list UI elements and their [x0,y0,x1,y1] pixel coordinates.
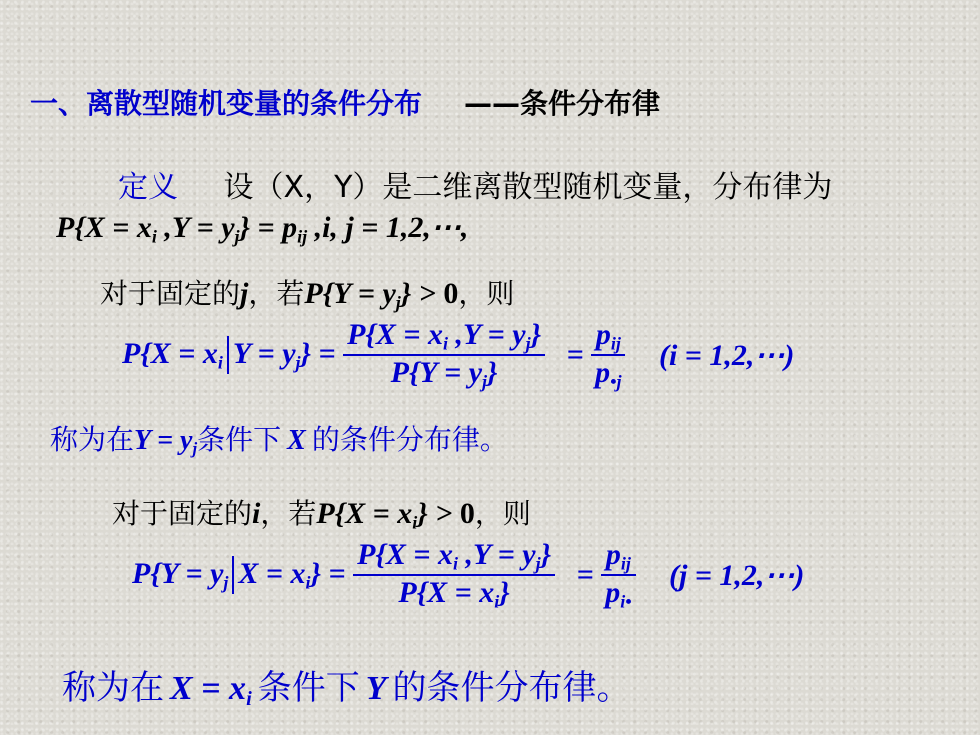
range-j: (j = 1,2,⋯) [669,558,805,592]
ratio-x-fraction: $\frac{p_{ij}}{p_{•j}}$ [591,318,625,393]
condition-i-formula: $P\{X = x_i\} > 0$ [316,497,475,533]
conclusion-y-var: Y [365,670,387,707]
conclusion-y-suffix: 的条件分布律。 [392,668,631,708]
condition-i-var: i [252,497,261,530]
condition-j-var: j [240,277,249,310]
condition-i [112,492,531,533]
conditional-y-fraction: $\frac{P\{X = x_i ,Y = y_j\}}{P\{X = x_i\}}$ [353,538,555,613]
range-i: (i = 1,2,⋯) [658,338,795,372]
conclusion-y-prefix: 称为在 [62,668,164,708]
condition-i-prefix: 对于固定的 [112,497,253,530]
conditional-x-fraction: $\frac{P\{X = x_i ,Y = y_j\}}{P\{Y = y_j\}}$ [343,318,545,393]
conclusion-x-prefix: 称为在 [50,423,135,456]
conditional-y-formula: $P\{Y = y_j$ $X = x_i$} = $\frac{P\{X = x_i ,Y = y_j\}}{P\{X = x_i\}}$ = $\frac{p_{ij}}{p_{i•}}$ (j = 1,2,⋯) [132,538,805,612]
title-sub: ——条件分布律 [464,87,661,120]
page-title [30,82,660,122]
conclusion-x-mid: 条件下 [197,423,282,456]
conditional-x-formula: $P\{X = x_i$ $Y = y_j$} = $\frac{P\{X = x_i ,Y = y_j\}}{P\{Y = y_j\}}$ = $\frac{p_{ij}}{p_{•j}}$ (i = 1,2,⋯) [122,318,795,392]
conclusion-y-mid: 条件下 [257,668,360,708]
ratio-y-fraction: $\frac{p_{ij}}{p_{i•}}$ [601,538,635,613]
conclusion-x-cond: $Y = y_j$ [134,425,198,459]
definition-line [118,162,832,206]
given-bar [232,556,234,594]
condition-i-suffix: ，则 [474,497,531,530]
condition-j-mid: ，若 [248,277,305,310]
condition-i-mid: ，若 [260,497,317,530]
joint-distribution-formula: $P\{X = x_i$ $,Y = y_j\} = p_{ij}$ ,i, j = 1,2,⋯, [56,211,469,247]
given-bar [227,336,229,374]
condition-j-suffix: ，则 [458,277,515,310]
conclusion-y-cond: $X = x_i$ [170,670,252,711]
definition-text: 设（X，Y）是二维离散型随机变量，分布律为 [223,170,833,205]
conclusion-x-var: X [287,425,306,456]
condition-j-formula: $P\{Y = y_j\} > 0$ [304,277,459,313]
title-main: 一、离散型随机变量的条件分布 [30,87,423,120]
conclusion-x [50,418,508,459]
definition-label: 定义 [118,170,178,205]
conclusion-x-suffix: 的条件分布律。 [311,423,508,456]
condition-j [100,272,514,313]
conclusion-y [62,660,631,711]
condition-j-prefix: 对于固定的 [100,277,241,310]
